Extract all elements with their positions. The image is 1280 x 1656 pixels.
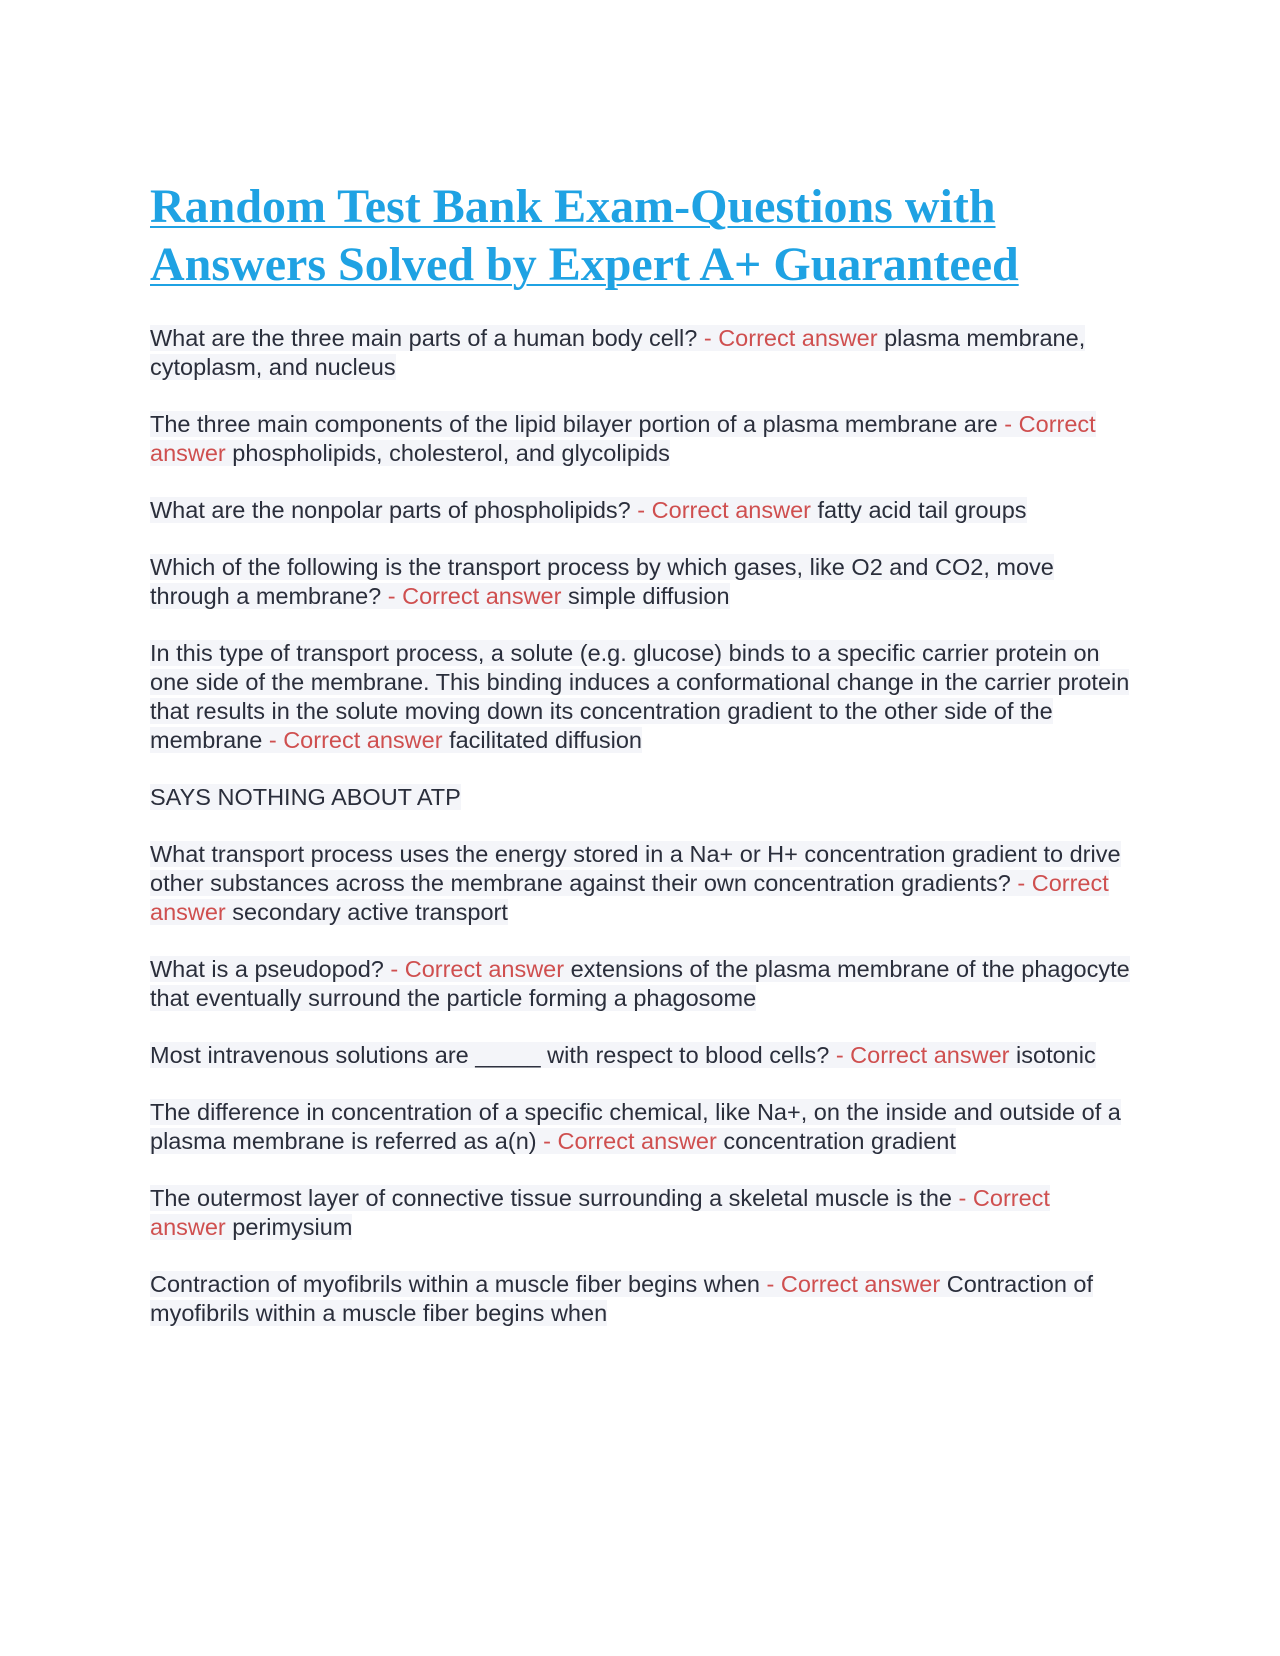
document-title-link[interactable]: Random Test Bank Exam-Questions with Answers Solved by Expert A+ Guaranteed [150,180,1019,291]
correct-answer-label: - Correct answer [637,497,811,523]
question-text: The three main components of the lipid bilayer portion of a plasma membrane are [150,411,998,437]
question-text: What transport process uses the energy stored in a Na+ or H+ concentration gradient to drive other substances across the membrane against their own concentration gradients? [150,841,1121,896]
qa-item [150,840,1130,927]
qa-item [150,1184,1130,1242]
answer-text: isotonic [1016,1042,1096,1068]
qa-item [150,324,1130,382]
answer-text: Contraction of myofibrils within a muscle fiber begins when [150,1271,1094,1326]
question-text: In this type of transport process, a solute (e.g. glucose) binds to a specific carrier protein on one side of the membrane. This binding induces a conformational change in the carrier protein that results in the solute moving down its concentration gradient to the other side of the membrane [150,640,1130,753]
answer-text: facilitated diffusion [449,727,642,753]
question-text: What are the three main parts of a human body cell? [150,325,698,351]
correct-answer-label: - Correct answer [835,1042,1010,1068]
qa-item [150,496,1130,525]
correct-answer-label: - Correct answer [268,727,443,753]
answer-text: simple diffusion [567,583,730,609]
answer-text: secondary active transport [232,899,508,925]
correct-answer-label: - Correct answer [387,583,562,609]
correct-answer-label: - Correct answer [766,1271,941,1297]
qa-item [150,410,1130,468]
question-text: The difference in concentration of a specific chemical, like Na+, on the inside and outside of a plasma membrane is referred as a(n) [150,1099,1121,1154]
qa-item [150,1098,1130,1156]
note-text: SAYS NOTHING ABOUT ATP [150,784,461,810]
question-text: The outermost layer of connective tissue surrounding a skeletal muscle is the [150,1185,953,1211]
question-text: Which of the following is the transport process by which gases, like O2 and CO2, move through a membrane? [150,554,1054,609]
question-text: What is a pseudopod? [150,956,384,982]
qa-item [150,955,1130,1013]
answer-text: phospholipids, cholesterol, and glycolipids [232,440,670,466]
qa-item [150,639,1130,755]
answer-text: concentration gradient [723,1128,956,1154]
qa-item [150,1041,1130,1070]
answer-text: perimysium [232,1214,353,1240]
answer-text: extensions of the plasma membrane of the phagocyte that eventually surround the particle forming a phagosome [150,956,1130,1011]
correct-answer-label: - Correct answer [703,325,878,351]
question-text: What are the nonpolar parts of phospholipids? [150,497,631,523]
qa-item [150,1270,1130,1328]
question-text: Most intravenous solutions are _____ with respect to blood cells? [150,1042,830,1068]
correct-answer-label: - Correct answer [390,956,565,982]
document-body [150,178,1130,1356]
correct-answer-label: - Correct answer [150,411,1096,466]
note-paragraph [150,783,1130,812]
correct-answer-label: - Correct answer [150,1185,1050,1240]
answer-text: fatty acid tail groups [817,497,1027,523]
qa-item [150,553,1130,611]
answer-text: plasma membrane, cytoplasm, and nucleus [150,325,1086,380]
correct-answer-label: - Correct answer [150,870,1109,925]
correct-answer-label: - Correct answer [543,1128,717,1154]
question-text: Contraction of myofibrils within a muscle fiber begins when [150,1271,760,1297]
